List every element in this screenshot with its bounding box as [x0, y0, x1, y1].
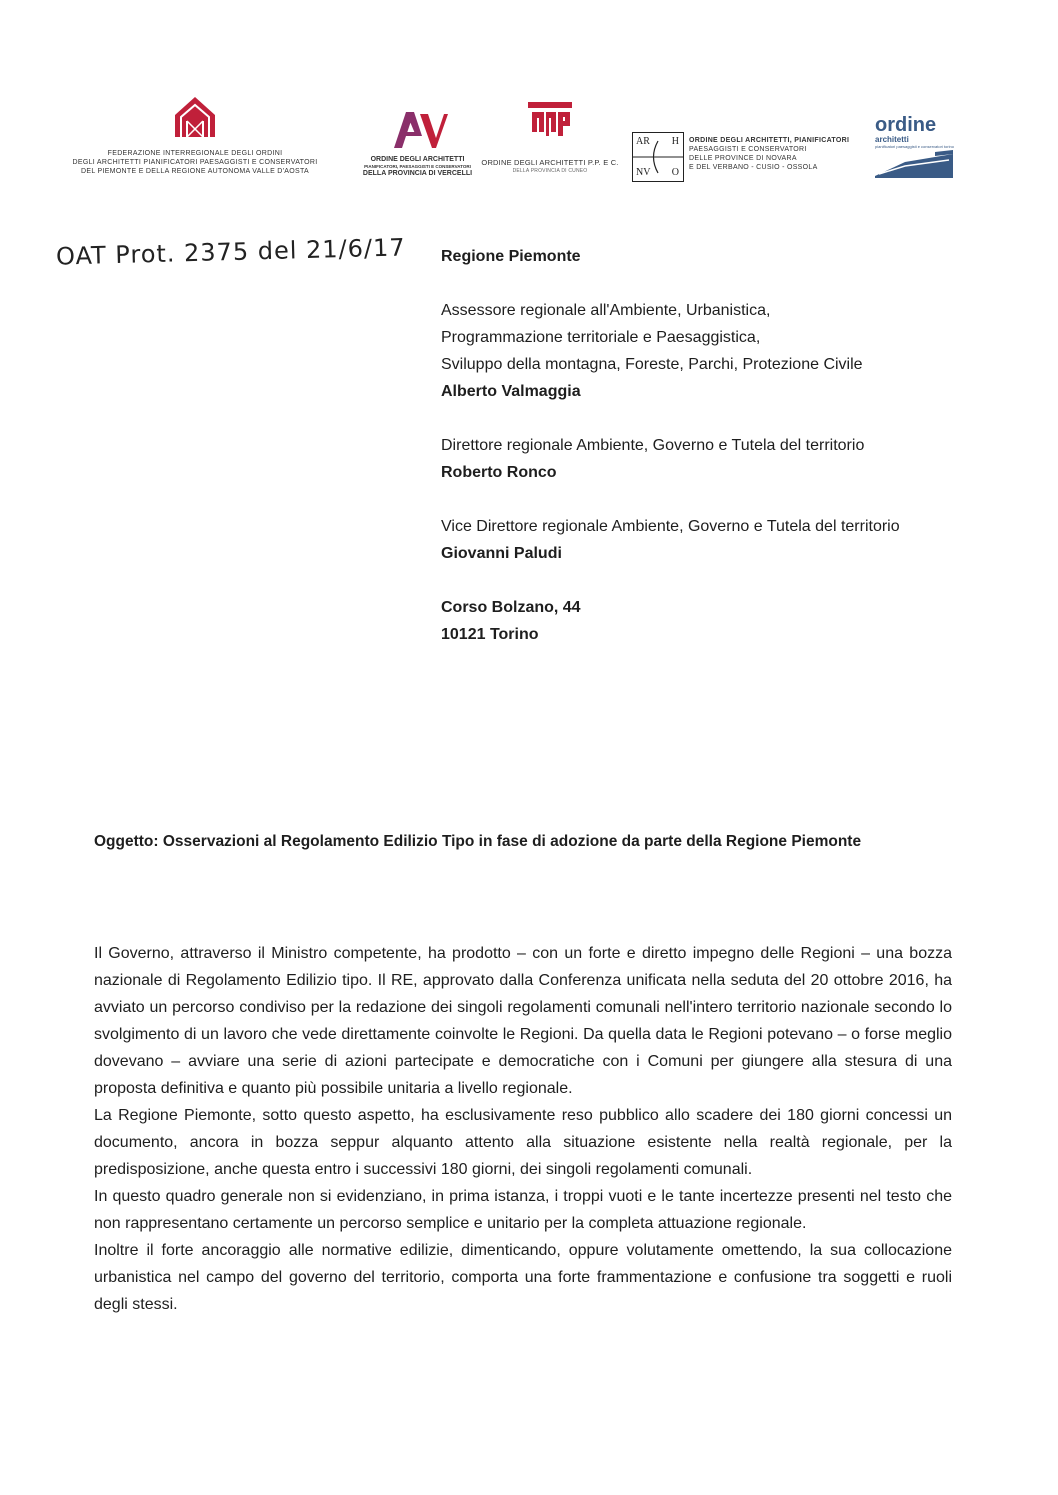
logo-novara-line: DELLE PROVINCE DI NOVARA: [689, 155, 797, 162]
body-paragraph: Inoltre il forte ancoraggio alle normative edilizie, dimenticando, oppure volutamente omettendo, la sua collocazione urbanistica nel campo del governo del territorio, comporta una forte frammentazione e confusione tra soggetti e ruoli degli stessi.: [94, 1242, 952, 1313]
torino-skyline-icon: [875, 150, 953, 178]
logo-novara-line: ORDINE DEGLI ARCHITETTI, PIANIFICATORI: [689, 137, 850, 144]
assessore-role-line: Sviluppo della montagna, Foreste, Parchi, Protezione Civile: [441, 356, 863, 373]
assessore-role-line: Programmazione territoriale e Paesaggistica,: [441, 329, 761, 346]
mark-arc-icon: [633, 133, 683, 181]
vice-direttore-role: Vice Direttore regionale Ambiente, Governo e Tutela del territorio: [441, 518, 900, 535]
assessore-role-line: Assessore regionale all'Ambiente, Urbanistica,: [441, 302, 771, 319]
mark-letter: AR: [636, 136, 650, 147]
letter-body: [94, 940, 952, 1318]
arhnvo-mark-icon: [632, 132, 684, 182]
logo-novara-text: [689, 136, 849, 172]
body-paragraph: In questo quadro generale non si evidenziano, in prima istanza, i troppi vuoti e le tante incertezze presenti nel testo che non rappresentano certamente un percorso semplice e unitario per la completa attuazione regionale.: [94, 1188, 952, 1232]
protocol-handwritten-note: OAT Prot. 2375 del 21/6/17: [55, 233, 406, 271]
logo-torino-sub: architetti: [875, 135, 909, 144]
logo-cuneo-line: ORDINE DEGLI ARCHITETTI P.P. E C.: [481, 158, 619, 167]
logo-novara-line: E DEL VERBANO - CUSIO - OSSOLA: [689, 164, 818, 171]
logo-torino-brand: ordine: [875, 114, 937, 136]
logo-federazione: [70, 95, 320, 176]
logo-vercelli-line: PIANIFICATORI, PAESAGGISTI E CONSERVATORI: [364, 164, 471, 169]
logo-torino: [875, 114, 965, 178]
logo-cuneo-subline: DELLA PROVINCIA DI CUNEO: [512, 168, 588, 174]
federazione-emblem-icon: [173, 95, 217, 139]
recipient-organization: Regione Piemonte: [441, 248, 581, 265]
direttore-name: Roberto Ronco: [441, 464, 557, 481]
cuneo-emblem-icon: [526, 100, 574, 142]
body-paragraph: La Regione Piemonte, sotto questo aspetto, ha esclusivamente reso pubblico allo scadere dei 180 giorni concessi un documento, ancora in bozza seppur alquanto attento alla situazione esistente nella realtà regionale, per la predisposizione, anche questa entro i successivi 180 giorni, dei singoli regolamenti comunali.: [94, 1107, 952, 1178]
assessore-name: Alberto Valmaggia: [441, 383, 581, 400]
body-paragraph: Il Governo, attraverso il Ministro competente, ha prodotto – con un forte e diretto impegno delle Regioni – una bozza nazionale di Regolamento Edilizio tipo. Il RE, approvato dalla Conferenza unificata nella seduta del 20 ottobre 2016, ha avviato un percorso condiviso per la redazione dei singoli regolamenti comunali nell'intero territorio nazionale secondo lo svolgimento di un lavoro che vede direttamente coinvolte le Regioni. Da quella data le Regioni potevano – o forse meglio dovevano – avviare una serie di azioni partecipate e democratiche con i Comuni per giungere alla stesura di una proposta definitiva e quanto più possibile unitaria a livello regionale.: [94, 945, 952, 1097]
logo-vercelli-line: ORDINE DEGLI ARCHITETTI: [370, 156, 465, 163]
logo-novara-line: PAESAGGISTI E CONSERVATORI: [689, 146, 807, 153]
logo-vercelli-line: DELLA PROVINCIA DI VERCELLI: [362, 170, 473, 177]
mark-letter: H: [671, 136, 679, 147]
mark-letter: O: [671, 167, 679, 178]
recipient-block: [441, 243, 1001, 648]
av-monogram-icon: [388, 108, 448, 152]
logo-federazione-line: DEGLI ARCHITETTI PIANIFICATORI PAESAGGISTI E CONSERVATORI: [72, 159, 318, 166]
logo-federazione-line: DEL PIEMONTE E DELLA REGIONE AUTONOMA VALLE D'AOSTA: [81, 168, 309, 175]
logo-vercelli: [355, 108, 480, 178]
mark-letter: NV: [636, 167, 651, 178]
logo-federazione-line: FEDERAZIONE INTERREGIONALE DEGLI ORDINI: [107, 150, 283, 157]
letter-subject: Oggetto: Osservazioni al Regolamento Edilizio Tipo in fase di adozione da parte della Regione Piemonte: [94, 833, 862, 850]
logo-cuneo: [480, 100, 620, 176]
address-street: Corso Bolzano, 44: [441, 599, 581, 616]
vice-direttore-name: Giovanni Paludi: [441, 545, 562, 562]
direttore-role: Direttore regionale Ambiente, Governo e Tutela del territorio: [441, 437, 865, 454]
address-city: 10121 Torino: [441, 626, 539, 643]
logo-torino-tiny: pianificatori paesaggisti e conservatori torino: [875, 144, 954, 149]
logo-novara: [632, 132, 872, 182]
